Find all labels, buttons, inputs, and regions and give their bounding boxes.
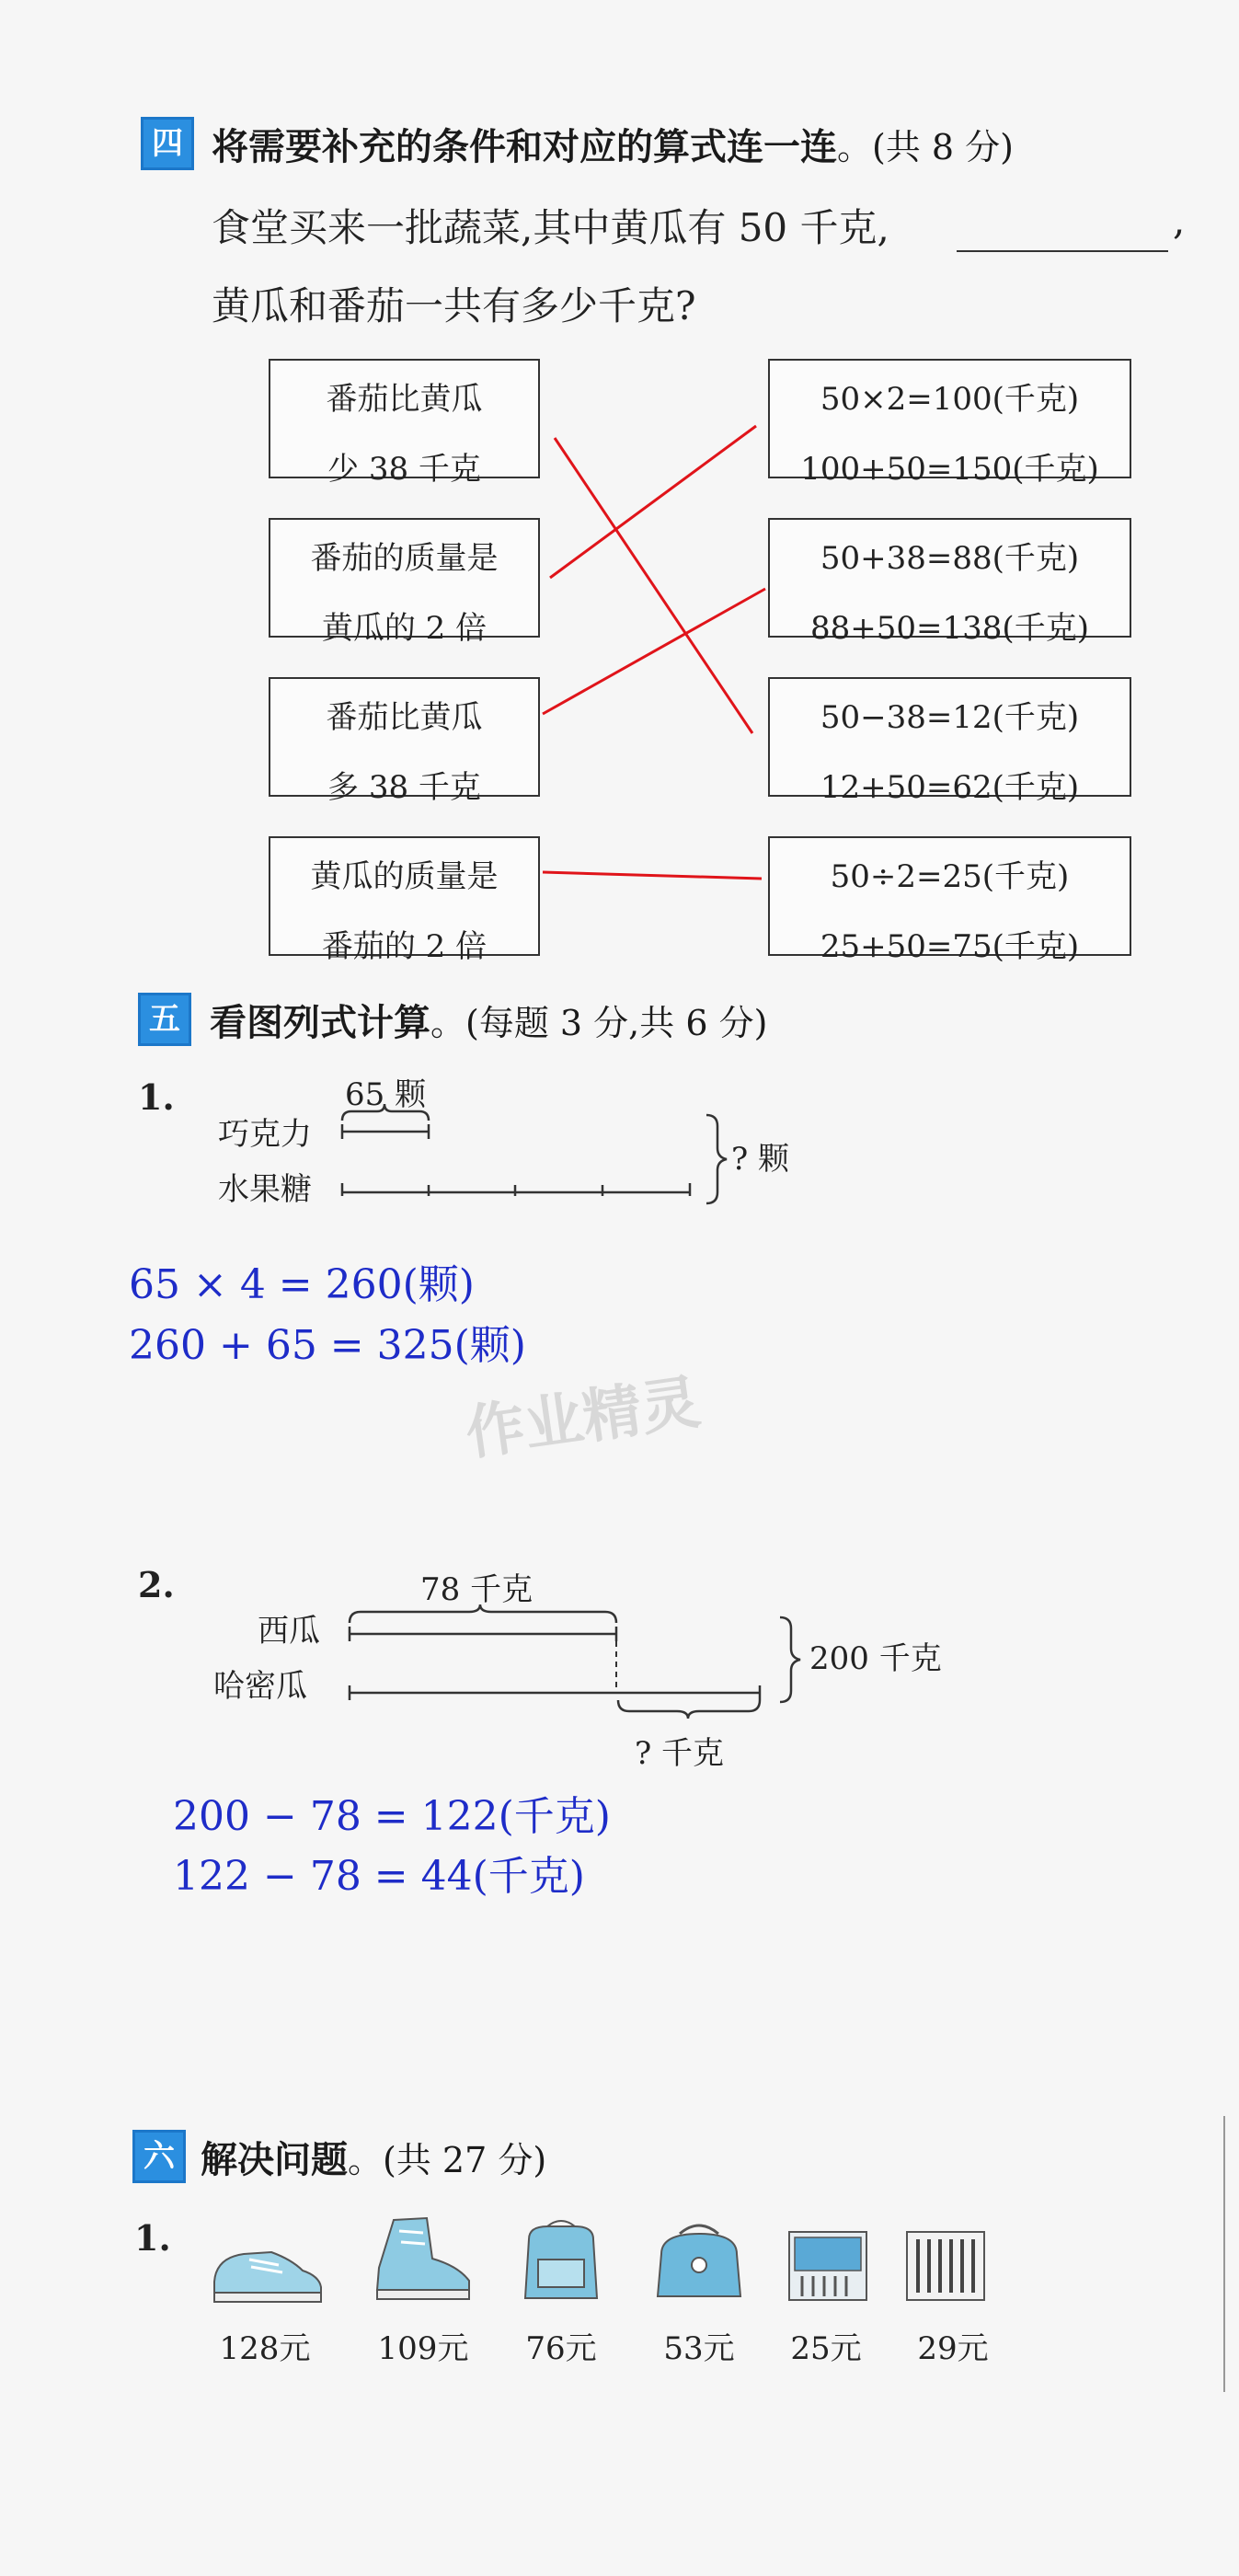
q2-top-brace	[350, 1604, 616, 1623]
q1-row1-label: 巧克力	[218, 1116, 312, 1153]
q1-answer-1: 65 × 4 = 260(颗)	[129, 1261, 475, 1308]
q2-brace-label: 200 千克	[809, 1640, 942, 1677]
q1-answer-2: 260 + 65 = 325(颗)	[129, 1322, 526, 1369]
q2-row1-label: 西瓜	[258, 1613, 320, 1650]
watermark: 作业精灵	[461, 1368, 705, 1469]
condition-4-line-a: 黄瓜的质量是	[310, 858, 499, 895]
question-1-number: 1.	[138, 1076, 175, 1118]
price-5: 25元	[790, 2330, 862, 2367]
high-top-shoe-icon	[366, 2213, 476, 2309]
formula-2-line-b: 88+50=138(千克)	[810, 610, 1089, 647]
formula-1-line-a: 50×2=100(千克)	[820, 381, 1080, 418]
formula-4-line-b: 25+50=75(千克)	[820, 928, 1080, 965]
problem-comma: ,	[1173, 198, 1186, 243]
q2-bottom-label: ? 千克	[635, 1735, 725, 1772]
price-1: 128元	[219, 2330, 311, 2367]
problem-line-1: 食堂买来一批蔬菜,其中黄瓜有 50 千克,	[212, 205, 889, 250]
match-line-3	[543, 589, 765, 714]
problem-line-2: 黄瓜和番茄一共有多少千克?	[212, 283, 696, 328]
bag-icon	[648, 2217, 750, 2309]
section-4-title-text: 将需要补充的条件和对应的算式连一连	[212, 126, 837, 168]
q2-bottom-brace	[618, 1700, 760, 1719]
match-line-2	[550, 426, 756, 578]
condition-1-line-a: 番茄比黄瓜	[326, 381, 483, 418]
condition-4-line-b: 番茄的 2 倍	[321, 928, 488, 965]
price-3: 76元	[525, 2330, 597, 2367]
q2-bar-diagram	[0, 1564, 828, 1730]
backpack-icon	[511, 2217, 612, 2309]
section-5-title	[210, 994, 767, 1046]
price-6: 29元	[917, 2330, 989, 2367]
q2-row2-label: 哈密瓜	[213, 1668, 307, 1705]
section-5-note: 。(每题 3 分,共 6 分)	[430, 1003, 768, 1043]
section-6-note: 。(共 27 分)	[348, 2140, 547, 2180]
section-6-title	[201, 2131, 546, 2183]
section-6-badge: 六	[132, 2130, 186, 2183]
page-edge-line	[1223, 2116, 1225, 2392]
formula-1-line-b: 100+50=150(千克)	[800, 451, 1099, 488]
q1-top-brace	[342, 1104, 429, 1121]
sneaker-icon	[207, 2226, 327, 2309]
formula-2-line-a: 50+38=88(千克)	[820, 540, 1080, 577]
q2-answer-1: 200 − 78 = 122(千克)	[173, 1793, 611, 1840]
condition-3-line-a: 番茄比黄瓜	[326, 699, 483, 736]
section-5-badge: 五	[138, 993, 191, 1046]
pencil-box-icon	[900, 2225, 992, 2307]
q2-answer-2: 122 − 78 = 44(千克)	[173, 1853, 585, 1900]
q1-brace-label: ? 颗	[731, 1141, 790, 1178]
question-2-number: 2.	[138, 1564, 175, 1605]
q1-row2-label: 水果糖	[218, 1171, 312, 1208]
condition-2-line-b: 黄瓜的 2 倍	[321, 610, 488, 647]
condition-1-line-b: 少 38 千克	[327, 451, 481, 488]
q1-bar-diagram	[0, 1058, 828, 1224]
q1-right-brace	[706, 1115, 727, 1203]
condition-3-line-b: 多 38 千克	[327, 769, 481, 806]
q1-top-label: 65 颗	[345, 1076, 427, 1113]
formula-4-line-a: 50÷2=25(千克)	[830, 858, 1070, 895]
price-4: 53元	[663, 2330, 735, 2367]
formula-3-line-b: 12+50=62(千克)	[820, 769, 1080, 806]
section-6-title-text: 解决问题	[201, 2139, 348, 2181]
match-line-4	[543, 872, 762, 879]
q2-top-label: 78 千克	[420, 1571, 533, 1608]
section-4-badge: 四	[141, 117, 194, 170]
section-5-title-text: 看图列式计算	[210, 1002, 430, 1044]
section-4-note: 。(共 8 分)	[837, 127, 1014, 167]
paint-box-icon	[782, 2225, 874, 2307]
price-2: 109元	[377, 2330, 469, 2367]
section-6-question-1-number: 1.	[134, 2217, 171, 2259]
condition-2-line-a: 番茄的质量是	[310, 540, 499, 577]
formula-3-line-a: 50−38=12(千克)	[820, 699, 1080, 736]
q2-right-brace	[780, 1617, 800, 1702]
matching-lines	[0, 0, 1239, 1012]
